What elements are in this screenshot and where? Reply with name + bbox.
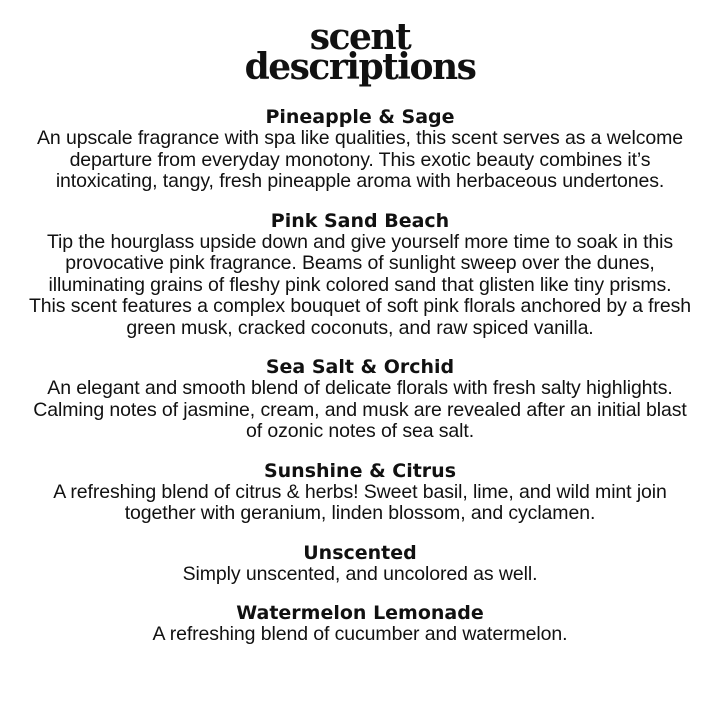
- scent-item-pineapple-sage: [28, 106, 692, 193]
- scent-name: Watermelon Lemonade: [236, 602, 484, 624]
- scent-name: Sea Salt & Orchid: [265, 356, 455, 378]
- page-title-line-1: scent: [309, 16, 411, 58]
- scent-description: Simply unscented, and uncolored as well.: [182, 562, 538, 585]
- scent-item-unscented: [28, 542, 692, 586]
- scent-name: Sunshine & Citrus: [263, 459, 457, 482]
- scent-item-sea-salt-orchid: [28, 356, 692, 443]
- scent-description: Tip the hourglass upside down and give yourself more time to soak in this provocative pink fragrance. Beams of sunlight sweep over the dunes, illuminating grains of fleshy pink colored sand that glisten like tiny prisms. This scent features a complex bouquet of soft pink florals anchored by a fresh green musk, cracked coconuts, and raw spiced vanilla.: [28, 230, 692, 339]
- scent-name: Pineapple & Sage: [265, 106, 455, 128]
- scent-description: An elegant and smooth blend of delicate florals with fresh salty highlights. Calming notes of jasmine, cream, and musk are revealed after an initial blast of ozonic notes of sea salt.: [33, 377, 687, 442]
- scent-name: Unscented: [303, 541, 417, 564]
- page-title: [28, 16, 692, 88]
- scent-item-pink-sand-beach: [28, 210, 692, 340]
- scent-item-watermelon-lemonade: [28, 602, 692, 646]
- scent-name: Pink Sand Beach: [270, 209, 450, 232]
- scent-item-sunshine-citrus: [28, 460, 692, 525]
- scent-description: A refreshing blend of citrus & herbs! Sweet basil, lime, and wild mint join together with geranium, linden blossom, and cyclamen.: [53, 480, 667, 524]
- scent-description: A refreshing blend of cucumber and watermelon.: [152, 623, 568, 645]
- page-title-line-2: descriptions: [244, 46, 476, 88]
- scent-description: An upscale fragrance with spa like qualities, this scent serves as a welcome departure from everyday monotony. This exotic beauty combines it’s intoxicating, tangy, fresh pineapple aroma with herbaceous undertones.: [37, 127, 683, 192]
